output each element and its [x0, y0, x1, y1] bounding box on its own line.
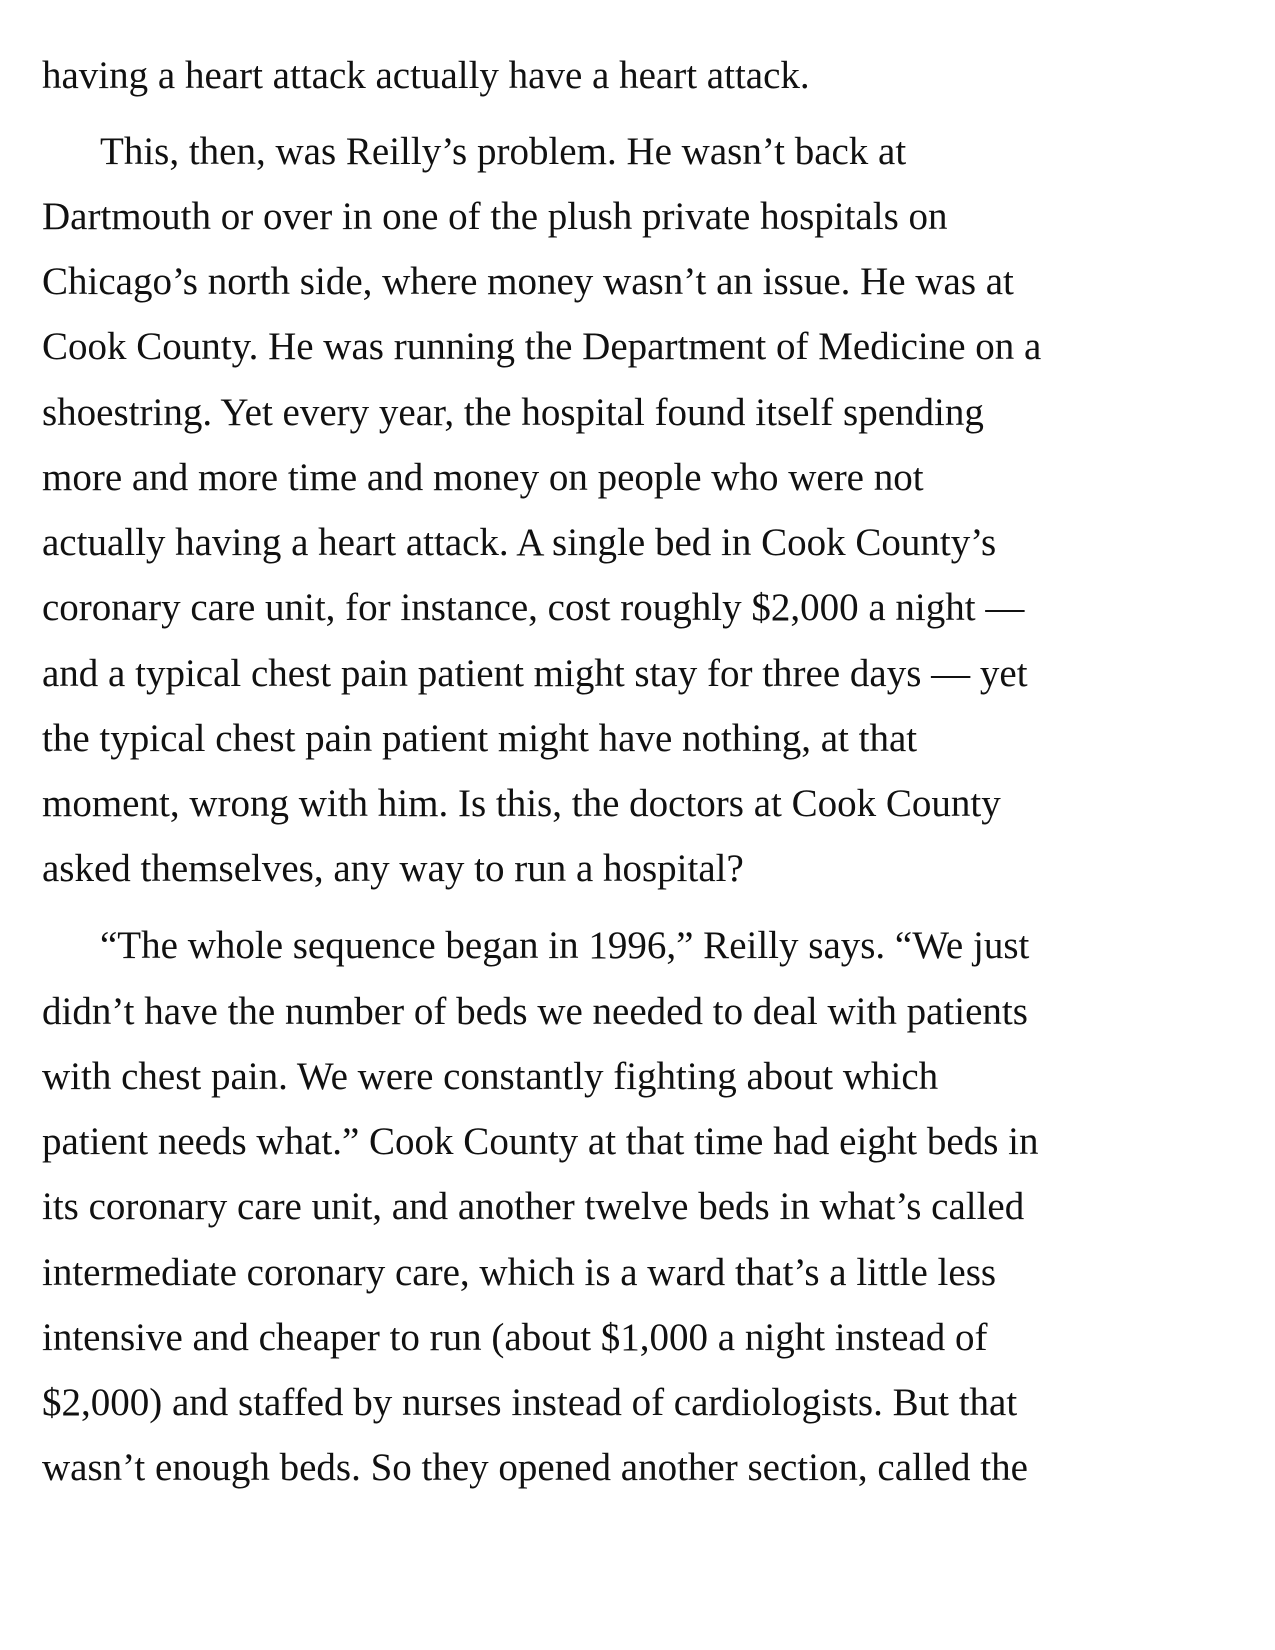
text-line: intensive and cheaper to run (about $1,000 a night instead of	[42, 1316, 988, 1359]
text-line: its coronary care unit, and another twelve beds in what’s called	[42, 1185, 1025, 1228]
text-line: wasn’t enough beds. So they opened another section, called the	[42, 1446, 1028, 1489]
text-line: Dartmouth or over in one of the plush private hospitals on	[42, 195, 948, 238]
text-line: shoestring. Yet every year, the hospital found itself spending	[42, 391, 984, 434]
text-line: Cook County. He was running the Department of Medicine on a	[42, 325, 1042, 368]
text-line: with chest pain. We were constantly fighting about which	[42, 1055, 939, 1098]
text-line: and a typical chest pain patient might stay for three days — yet	[42, 652, 1028, 695]
text-line: coronary care unit, for instance, cost roughly $2,000 a night —	[42, 586, 1025, 629]
text-line: patient needs what.” Cook County at that time had eight beds in	[42, 1120, 1039, 1163]
text-line: intermediate coronary care, which is a ward that’s a little less	[42, 1251, 997, 1294]
text-line: having a heart attack actually have a heart attack.	[42, 54, 810, 97]
text-line: asked themselves, any way to run a hospital?	[42, 847, 744, 890]
text-line: more and more time and money on people who were not	[42, 456, 924, 499]
text-line: didn’t have the number of beds we needed to deal with patients	[42, 990, 1028, 1033]
text-line: $2,000) and staffed by nurses instead of cardiologists. But that	[42, 1381, 1018, 1424]
text-line: moment, wrong with him. Is this, the doctors at Cook County	[42, 782, 1001, 825]
text-line: “The whole sequence began in 1996,” Reilly says. “We just	[100, 924, 1030, 967]
text-line: actually having a heart attack. A single bed in Cook County’s	[42, 521, 997, 564]
text-line: the typical chest pain patient might have nothing, at that	[42, 717, 918, 760]
text-line: This, then, was Reilly’s problem. He wasn’t back at	[100, 130, 907, 173]
text-line: Chicago’s north side, where money wasn’t an issue. He was at	[42, 260, 1014, 303]
